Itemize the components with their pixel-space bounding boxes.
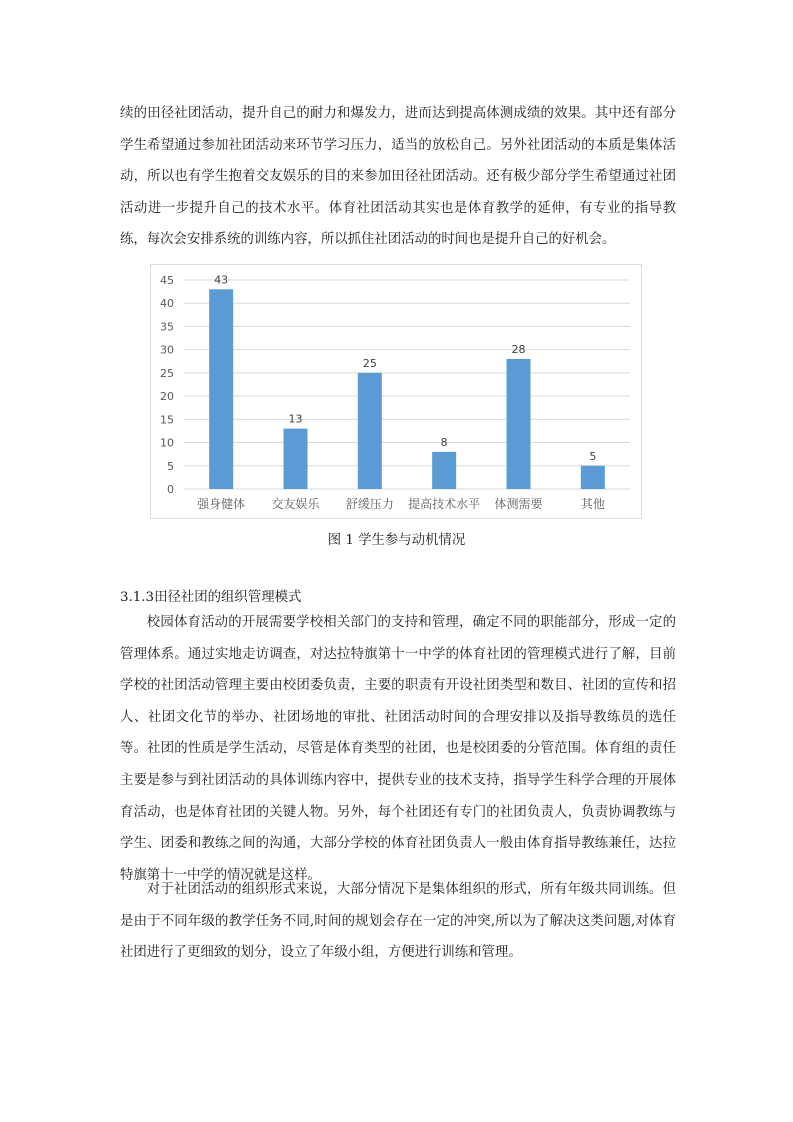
y-tick-label: 20 — [160, 390, 174, 404]
y-tick-label: 30 — [160, 343, 174, 357]
figure-caption: 图 1 学生参与动机情况 — [327, 533, 466, 548]
section-heading: 3.1.3田径社团的组织管理模式 — [120, 590, 302, 605]
y-tick-label: 40 — [160, 297, 174, 311]
x-tick-label: 体测需要 — [494, 497, 543, 511]
data-label: 13 — [288, 412, 303, 426]
body-paragraph-1: 续的田径社团活动，提升自己的耐力和爆发力，进而达到提高体测成绩的效果。其中还有部分学生希望通过参加社团活动来环节学习压力，适当的放松自己。另外社团活动的本质是集体活动，所以也有学生抱着交友娱乐的目的来参加田径社团活动。还有极少部分学生希望通过社团活动进一步提升自己的技术水平。体育社团活动其实也是体育教学的延伸，有专业的指导教练，每次会安排系统的训练内容，所以抓住社团活动的时间也是提升自己的好机会。 — [120, 106, 676, 248]
y-tick-label: 0 — [167, 483, 174, 496]
data-label: 43 — [214, 273, 229, 287]
data-label: 25 — [362, 356, 377, 370]
bar — [507, 359, 531, 489]
x-tick-label: 强身健体 — [197, 497, 246, 511]
y-tick-label: 25 — [160, 366, 174, 380]
data-label: 28 — [511, 342, 526, 356]
bar-chart — [151, 265, 643, 520]
bar — [209, 289, 233, 489]
y-tick-label: 15 — [160, 413, 174, 427]
y-tick-label: 10 — [160, 436, 174, 450]
body-paragraph-2: 校园体育活动的开展需要学校相关部门的支持和管理，确定不同的职能部分，形成一定的管理体系。通过实地走访调查，对达拉特旗第十一中学的体育社团的管理模式进行了解，目前学校的社团活动管理主要由校团委负责，主要的职责有开设社团类型和数目、社团的宣传和招人、社团文化节的举办、社团场地的审批、社团活动时间的合理安排以及指导教练员的选任等。社团的性质是学生活动，尽管是体育类型的社团，也是校团委的分管范围。体育组的责任主要是参与到社团活动的具体训练内容中，提供专业的技术支持，指导学生科学合理的开展体育活动，也是体育社团的关键人物。另外，每个社团还有专门的社团负责人，负责协调教练与学生、团委和教练之间的沟通，大部分学校的体育社团负责人一般由体育指导教练兼任，达拉特旗第十一中学的情况就是这样。 — [120, 615, 676, 883]
bar — [432, 452, 456, 489]
x-tick-label: 提高技术水平 — [408, 497, 481, 511]
x-tick-label: 舒缓压力 — [345, 497, 394, 511]
bar — [581, 466, 605, 489]
x-tick-label: 其他 — [580, 497, 605, 511]
body-paragraph-3: 对于社团活动的组织形式来说，大部分情况下是集体组织的形式，所有年级共同训练。但是由于不同年级的教学任务不同,时间的规划会存在一定的冲突,所以为了解决这类问题,对体育社团进行了更细致的划分，设立了年级小组，方便进行训练和管理。 — [120, 882, 676, 961]
bar — [284, 429, 308, 489]
data-label: 5 — [589, 449, 597, 463]
y-tick-label: 45 — [160, 274, 174, 287]
bar-chart-frame — [150, 264, 642, 519]
y-tick-label: 5 — [167, 459, 174, 473]
data-label: 8 — [440, 435, 448, 449]
x-tick-label: 交友娱乐 — [271, 497, 320, 511]
bar — [358, 373, 382, 489]
y-tick-label: 35 — [160, 320, 174, 334]
